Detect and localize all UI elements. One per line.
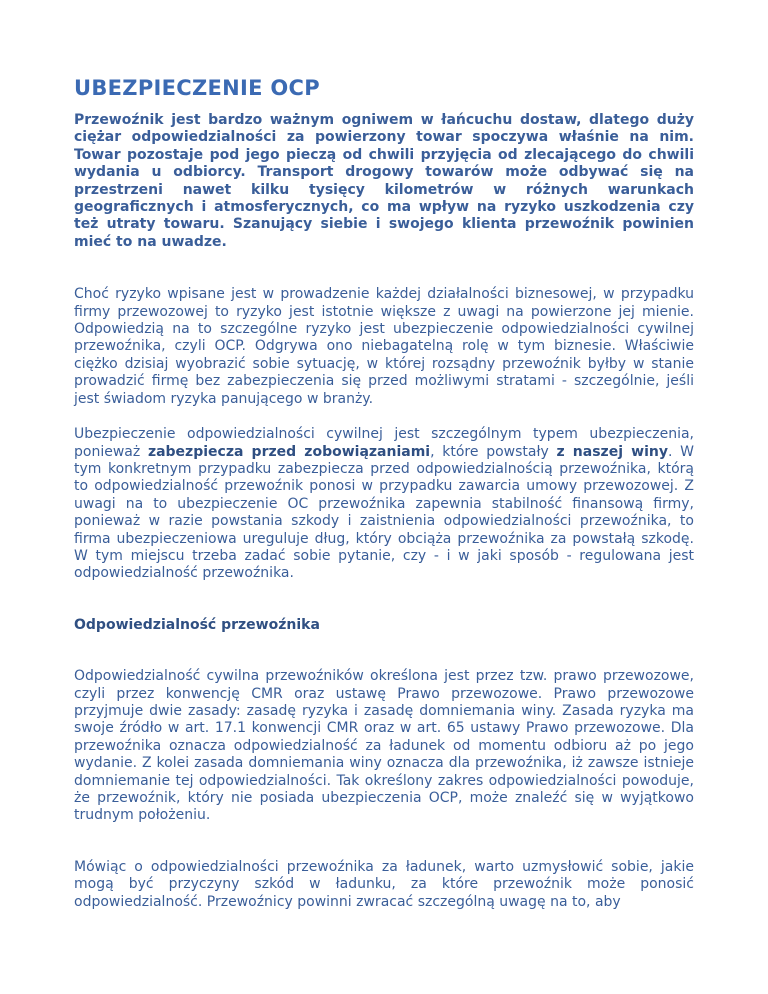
paragraph-cargo-damage: Mówiąc o odpowiedzialności przewoźnika za ładunek, warto uzmysłowić sobie, jakie mogą być przyczyny szkód w ładunku, za które przewoźnik może ponosić odpowiedzialność. Przewoźnicy powinni zwracać szczególną uwagę na to, aby xyxy=(74,858,694,910)
document-page xyxy=(74,76,694,911)
bold-phrase-obligations: zabezpiecza przed zobowiązaniami xyxy=(147,443,431,460)
page-title: UBEZPIECZENIE OCP xyxy=(74,76,320,100)
lead-paragraph: Przewoźnik jest bardzo ważnym ogniwem w łańcuchu dostaw, dlatego duży ciężar odpowiedzialności za powierzony towar spoczywa właśnie na nim. Towar pozostaje pod jego pieczą od chwili przyjęcia od zlecającego do chwili wydania u odbiorcy. Transport drogowy towarów może odbywać się na przestrzeni nawet kilku tysięcy kilometrów w różnych warunkach geograficznych i atmosferycznych, co ma wpływ na ryzyko uszkodzenia czy też utraty towaru. Szanujący siebie i swojego klienta przewoźnik powinien mieć to na uwadze. xyxy=(74,112,694,250)
paragraph-oc-insurance xyxy=(74,426,694,583)
paragraph-liability: Odpowiedzialność cywilna przewoźników określona jest przez tzw. prawo przewozowe, czyli przez konwencję CMR oraz ustawę Prawo przewozowe. Prawo przewozowe przyjmuje dwie zasady: zasadę ryzyka i zasadę domniemania winy. Zasada ryzyka ma swoje źródło w art. 17.1 konwencji CMR oraz w art. 65 ustawy Prawo przewozowe. Dla przewoźnika oznacza odpowiedzialność za ładunek od momentu odbioru aż po jego wydanie. Z kolei zasada domniemania winy oznacza dla przewoźnika, iż zawsze istnieje domniemanie tej odpowiedzialności. Tak określony zakres odpowiedzialności powoduje, że przewoźnik, który nie posiada ubezpieczenia OCP, może znaleźć się w wyjątkowo trudnym położeniu. xyxy=(74,668,694,824)
paragraph-text: . W tym konkretnym przypadku zabezpiecza przed odpowiedzialnością przewoźnika, którą to odpowiedzialność przewoźnik ponosi w przypadku zawarcia umowy przewozowej. Z uwagi na to ubezpieczenie OC przewoźnika zapewnia stabilność finansową firmy, ponieważ w razie powstania szkody i zaistnienia odpowiedzialności przewoźnika, to firma ubezpieczeniowa ureguluje dług, który obciąża przewoźnika za powstałą szkodę. W tym miejscu trzeba zadać sobie pytanie, czy - i w jaki sposób - regulowana jest odpowiedzialność przewoźnika. xyxy=(74,443,695,582)
paragraph-risk: Choć ryzyko wpisane jest w prowadzenie każdej działalności biznesowej, w przypadku firmy przewozowej to ryzyko jest istotnie większe z uwagi na powierzone jej mienie. Odpowiedzią na to szczególne ryzyko jest ubezpieczenie odpowiedzialności cywilnej przewoźnika, czyli OCP. Odgrywa ono niebagatelną rolę w tym biznesie. Właściwie ciężko dzisiaj wyobrazić sobie sytuację, w której rozsądny przewoźnik byłby w stanie prowadzić firmę bez zabezpieczenia się przed możliwymi stratami - szczególnie, jeśli jest świadom ryzyka panującego w branży. xyxy=(74,286,694,407)
bold-phrase-fault: z naszej winy xyxy=(556,443,668,460)
paragraph-text: Ubezpieczenie odpowiedzialności cywilnej jest szczególnym typem ubezpieczenia, ponieważ xyxy=(74,426,694,460)
section-heading: Odpowiedzialność przewoźnika xyxy=(74,616,320,633)
paragraph-text: , które powstały xyxy=(430,443,557,460)
